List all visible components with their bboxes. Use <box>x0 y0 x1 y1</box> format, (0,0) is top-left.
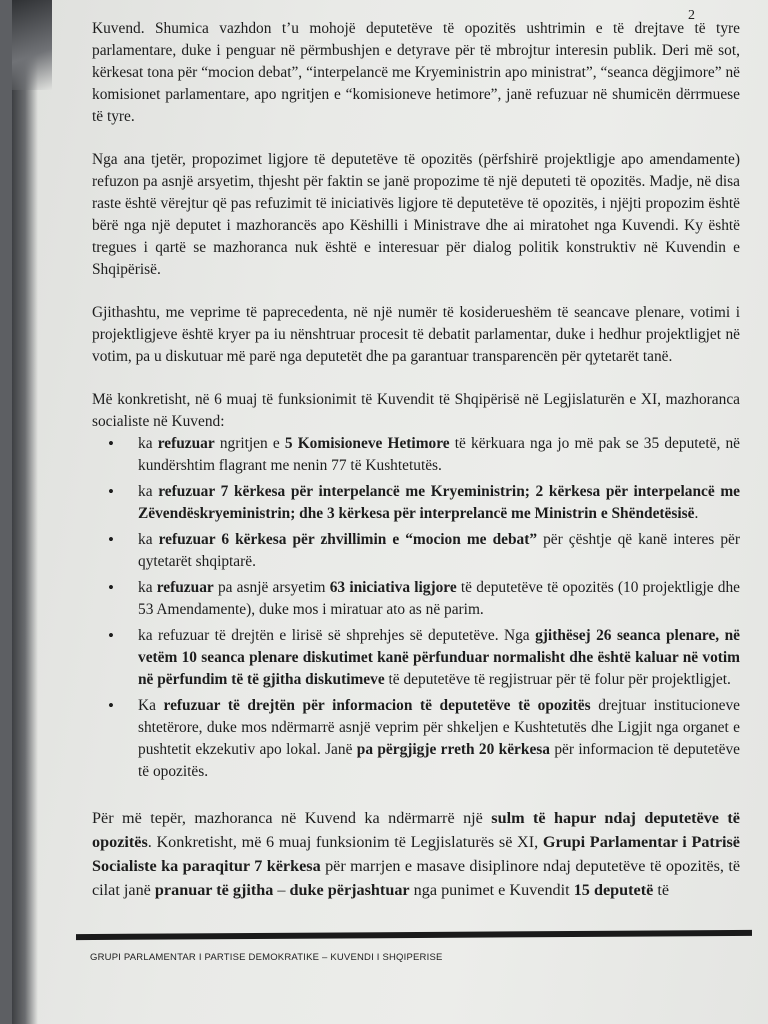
footer-rule <box>76 930 752 940</box>
bullet-item-6: • Ka refuzuar të drejtën për informacion të deputetëve të opozitës drejtuar institucioneve shtetërore, duke mos ndërmarrë asnjë veprim për shkeljen e Kushtetutës dhe Ligjit nga organet e pushtetit ekzekutiv apo lokal. Janë pa përgjigje rreth 20 kërkesa për informacion të deputetëve të opozitës. <box>138 695 740 783</box>
bullet-item-3: • ka refuzuar 6 kërkesa për zhvillimin e “mocion me debat” për çështje që kanë interes për qytetarët shqiptarë. <box>138 529 740 573</box>
footer-text: GRUPI PARLAMENTAR I PARTISE DEMOKRATIKE – KUVENDI I SHQIPERISE <box>90 952 443 963</box>
page-edge-shadow <box>12 0 38 1024</box>
paragraph-3: Gjithashtu, me veprime të paprecedenta, në një numër të kosiderueshëm të seancave plenare, votimi i projektligjeve është kryer pa iu nënshtruar procesit të debatit parlamentar, duke i hedhur projektligjet në votim, pa u diskutuar më parë nga deputetët dhe pa garantuar transparencën për qytetarët tanë. <box>92 304 740 365</box>
folded-corner <box>12 0 52 90</box>
bullet-item-4: • ka refuzuar pa asnjë arsyetim 63 iniciativa ligjore të deputetëve të opozitës (10 projektligje dhe 53 Amendamente), duke mos i miratuar ato as në parim. <box>138 577 740 621</box>
document-body <box>92 18 740 923</box>
paragraph-4: Më konkretisht, në 6 muaj të funksionimit të Kuvendit të Shqipërisë në Legjislaturën e XI, mazhoranca socialiste në Kuvend: <box>92 391 740 430</box>
paragraph-2: Nga ana tjetër, propozimet ligjore të deputetëve të opozitës (përfshirë projektligje apo amendamente) refuzon pa asnjë arsyetim, thjesht për faktin se janë propozime të një deputeti të opozitës. Madje, në disa raste është vërejtur që pas refuzimit të iniciativës ligjore të deputetëve të opozitës, i njëjti propozim është bërë nga një deputet i mazhorancës apo Këshilli i Ministrave dhe ai miratohet nga Kuvendi. Ky është tregues i qartë se mazhoranca nuk është e interesuar për dialog politik konstruktiv në Kuvendin e Shqipërisë. <box>92 151 740 278</box>
bullet-item-1: • ka refuzuar ngritjen e 5 Komisioneve Hetimore të kërkuara nga jo më pak se 35 deputetë, në kundërshtim flagrant me nenin 77 të Kushtetutës. <box>138 433 740 477</box>
bullet-item-2: • ka refuzuar 7 kërkesa për interpelancë me Kryeministrin; 2 kërkesa për interpelancë me Zëvendëskryeministrin; dhe 3 kërkesa për interprelancë me Ministrin e Shëndetësisë. <box>138 481 740 525</box>
final-paragraph: Për më tepër, mazhoranca në Kuvend ka ndërmarrë një sulm të hapur ndaj deputetëve të opozitës. Konkretisht, më 6 muaj funksionim të Legjislaturës së XI, Grupi Parlamentar i Patrisë Socialiste ka paraqitur 7 kërkesa për marrjen e masave disiplinore ndaj deputetëve të opozitës, të cilat janë pranuar të gjitha – duke përjashtuar nga punimet e Kuvendit 15 deputetë të <box>92 809 741 899</box>
document-page <box>12 0 768 1024</box>
paragraph-1: Kuvend. Shumica vazhdon t’u mohojë deputetëve të opozitës ushtrimin e të drejtave të tyre parlamentare, duke i penguar në përmbushjen e detyrave për të mbrojtur interesin publik. Deri më sot, kërkesat tona për “mocion debat”, “interpelancë me Kryeministrin apo ministrat”, “seanca dëgjimore” në komisionet parlamentare, apo ngritjen e “komisioneve hetimore”, janë refuzuar në shumicën dërrmuese të tyre. <box>92 20 740 125</box>
bullet-list <box>92 433 740 783</box>
bullet-item-5: • ka refuzuar të drejtën e lirisë së shprehjes së deputetëve. Nga gjithësej 26 seanca plenare, në vetëm 10 seanca plenare diskutimet kanë përfunduar normalisht dhe është kaluar në votim në përfundim të të gjitha diskutimeve të deputetëve të regjistruar për të folur për projektligjet. <box>138 625 740 691</box>
page-number: 2 <box>688 8 695 23</box>
